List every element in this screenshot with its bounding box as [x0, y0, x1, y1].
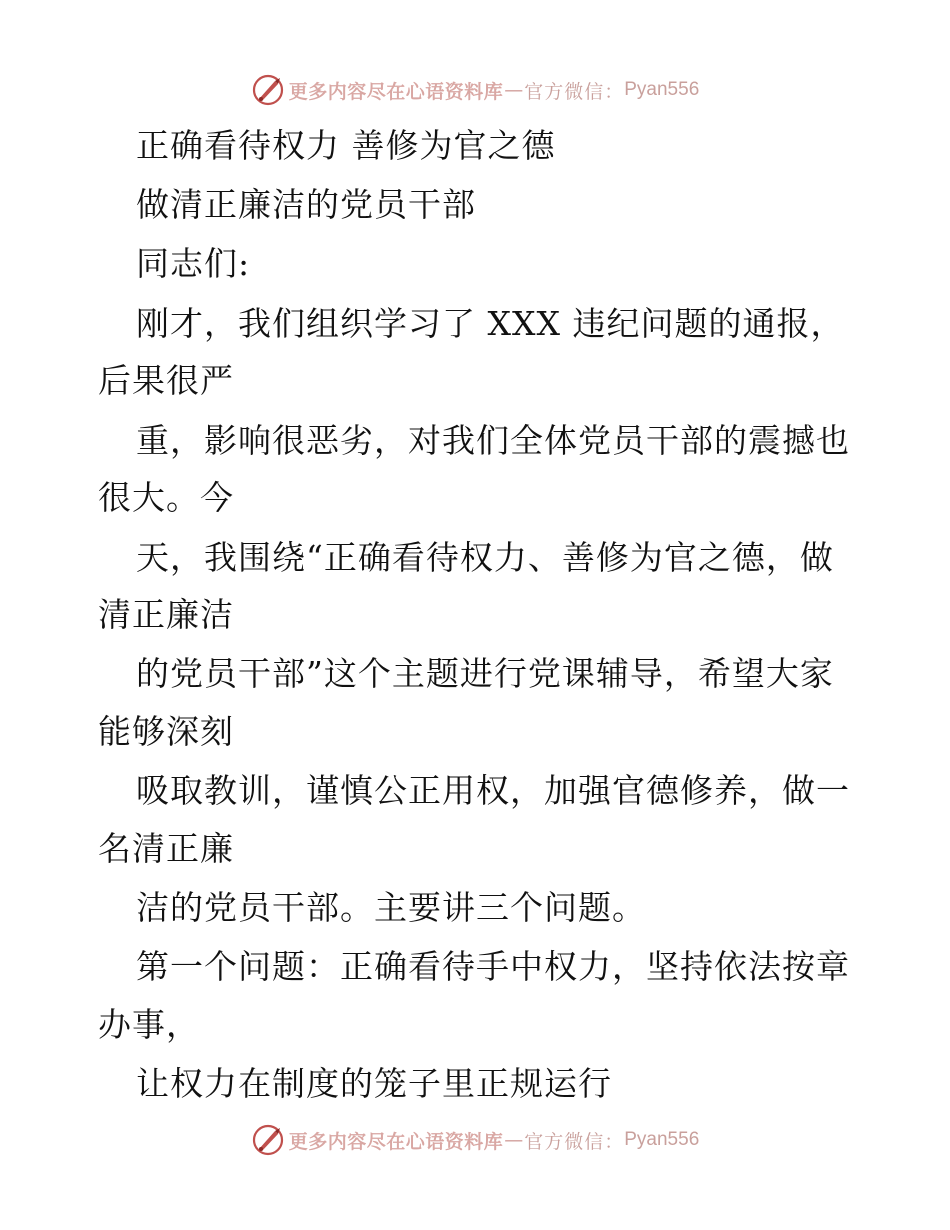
doc-line: 让权力在制度的笼子里正规运行	[136, 1064, 612, 1103]
footer-watermark	[0, 1118, 950, 1162]
doc-line: 洁的党员干部。主要讲三个问题。	[136, 888, 646, 927]
doc-line: 能够深刻	[98, 712, 234, 751]
watermark-official-label: 官方微信：	[524, 1130, 625, 1153]
doc-line: 重，影响很恶劣，对我们全体党员干部的震撼也	[136, 421, 850, 460]
doc-line: 清正廉洁	[98, 595, 234, 634]
watermark-separator: —	[504, 1129, 524, 1151]
doc-salutation: 同志们:	[136, 244, 251, 283]
doc-line: 名清正廉	[98, 829, 234, 868]
doc-subtitle: 做清正廉洁的党员干部	[136, 185, 476, 224]
watermark-wechat-id: Pyan556	[624, 1129, 700, 1150]
watermark-wechat-id: Pyan556	[624, 79, 700, 100]
watermark-brand-text: 更多内容尽在心语资料库	[288, 1130, 504, 1153]
doc-line: 的党员干部”这个主题进行党课辅导，希望大家	[136, 654, 834, 693]
doc-line: 吸取教训，谨慎公正用权，加强官德修养，做一	[136, 771, 850, 810]
doc-line: 后果很严	[98, 361, 234, 400]
watermark-separator: —	[504, 79, 524, 101]
doc-line: 天，我围绕“正确看待权力、善修为官之德，做	[136, 538, 834, 577]
doc-line: 很大。今	[98, 478, 234, 517]
doc-title: 正确看待权力 善修为官之德	[136, 126, 556, 165]
doc-section-heading-cont: 办事，	[98, 1005, 200, 1044]
quill-pen-icon	[251, 1123, 285, 1157]
doc-line: 刚才，我们组织学习了 XXX 违纪问题的通报，	[136, 304, 845, 343]
watermark-brand-text: 更多内容尽在心语资料库	[288, 80, 504, 103]
doc-section-heading: 第一个问题：正确看待手中权力，坚持依法按章	[136, 947, 850, 986]
watermark-official-label: 官方微信：	[524, 80, 625, 103]
